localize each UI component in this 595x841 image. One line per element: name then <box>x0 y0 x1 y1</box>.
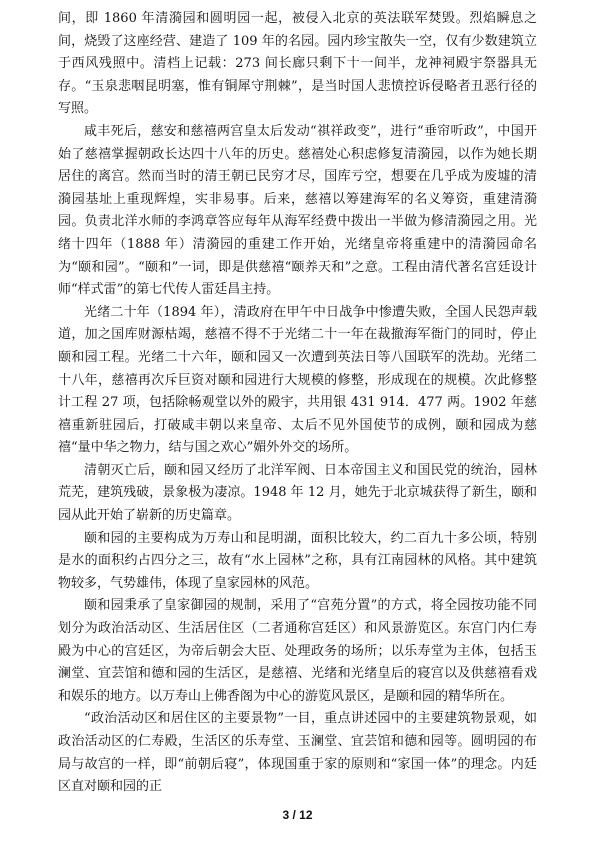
page-number: 3 / 12 <box>282 808 313 822</box>
paragraph-1894-war: 光绪二十年（1894 年），清政府在甲午中日战争中惨遭失败，全国人民怨声载道，加之国库财源枯竭，慈禧不得不于光绪二十一年在裁撤海军衙门的同时，停止颐和园工程。光绪二十六年，颐和园又一次遭到英法日等八国联军的洗劫。光绪二十八年，慈禧再次斥巨资对颐和园进行大规模的修整，形成现在的规模。次此修整计工程 27 项，包括除畅观堂以外的殿宇，共用银 431 914．477 两。1902 年慈禧重新驻园后，打破咸丰朝以来皇帝、太后不见外国使节的成例，颐和园成为慈禧“量中华之物力，结与国之欢心”媚外外交的场所。 <box>58 304 537 456</box>
paragraph-fire-1860: 间，即 1860 年清漪园和圆明园一起，被侵入北京的英法联军焚毁。烈焰瞬息之间，烧毁了这座经营、建造了 109 年的名园。园内珍宝散失一空，仅有少数建筑立于西风残照中。清档上记载：273 间长廊只剩下十一间半，龙神祠殿宇祭器具无存。“玉泉悲咽昆明塞，惟有铜犀守荆棘”，是当时国人悲愤控诉侵略者丑恶行径的写照。 <box>58 11 538 117</box>
paragraph-cixi-rebuild: 咸丰死后，慈安和慈禧两宫皇太后发动“祺祥政变”，进行“垂帘听政”，中国开始了慈禧掌握朝政长达四十八年的历史。慈禧处心积虑修复清漪园，以作为她长期居住的离宫。然而当时的清王朝已民穷才尽，国库亏空，想要在几乎成为废墟的清漪园基址上重现辉煌，实非易事。后来，慈禧以筹建海军的名义筹资，重建清漪园。负责北洋水师的李鸿章答应每年从海军经费中拨出一半做为修清漪园之用。光绪十四年（1888 年）清漪园的重建工作开始，光绪皇帝将重建中的清漪园命名为“颐和园”。“颐和”一词，即是供慈禧“颐养天和”之意。工程由清代著名宫廷设计师“样式雷”的第七代传人雷廷昌主持。 <box>58 123 537 298</box>
paragraph-after-qing: 清朝灭亡后，颐和园又经历了北洋军阀、日本帝国主义和国民党的统治，园林荒芜，建筑残破，景象极为凄凉。1948 年 12 月，她先于北京城获得了新生，颐和园从此开始了崭新的历史篇章。 <box>58 462 537 524</box>
body-text <box>58 8 537 799</box>
paragraph-composition: 颐和园的主要构成为万寿山和昆明湖，面积比较大，约二百九十多公顷，特别是水的面积约占四分之三，故有“水上园林”之称，具有江南园林的风格。其中建筑物较多，气势雄伟，体现了皇家园林的风范。 <box>58 530 537 591</box>
paragraph-layout-zones: 颐和园秉承了皇家御园的规制，采用了“宫苑分置”的方式，将全园按功能不同划分为政治活动区、生活居住区（二者通称宫廷区）和风景游览区。东宫门内仁寿殿为中心的宫廷区，为帝后朝会大臣、处理政务的场所；以乐寿堂为主体，包括玉澜堂、宜芸馆和德和园的生活区，是慈禧、光绪和光绪皇后的寝宫以及供慈禧看戏和娱乐的地方。以万寿山上佛香阁为中心的游览风景区，是颐和园的精华所在。 <box>58 598 537 704</box>
paragraph-main-scenery: “政治活动区和居住区的主要景物”一目，重点讲述园中的主要建筑物景观，如政治活动区的仁寿殿，生活区的乐寿堂、玉澜堂、宜芸馆和德和园等。圆明园的布局与故宫的一样，即“前朝后寝”，体现国重于家的原则和“家国一体”的理念。内廷区直对颐和园的正 <box>58 711 537 795</box>
